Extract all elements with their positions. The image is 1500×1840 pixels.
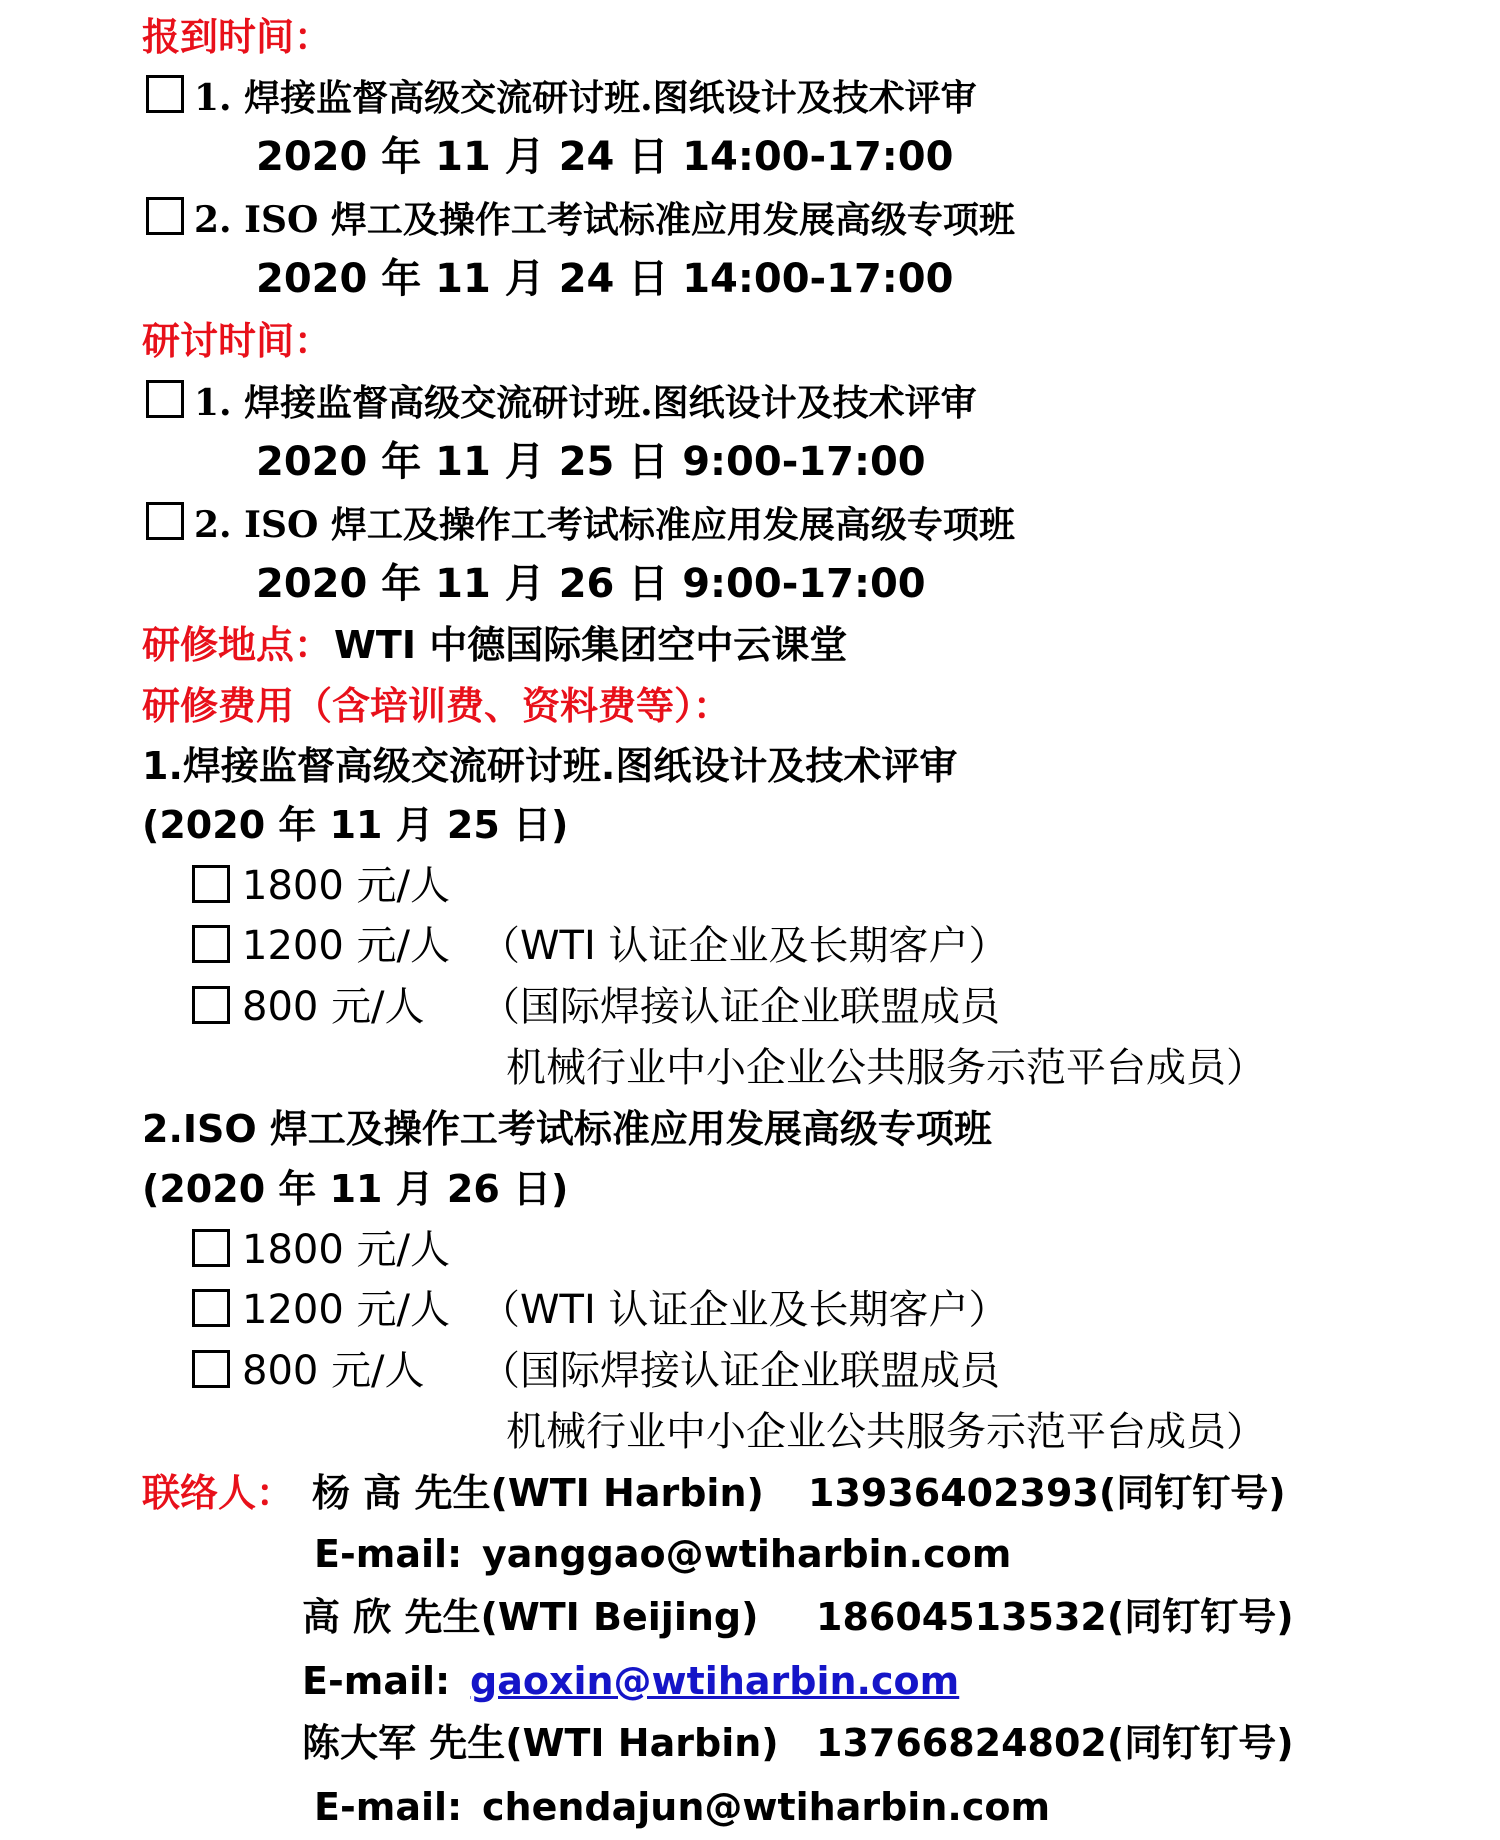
seminar-item-2-checkbox[interactable]	[146, 502, 184, 540]
fee-course-2-option-3-checkbox[interactable]	[192, 1350, 230, 1388]
contact-2-name: 高 欣 先生(WTI Beijing)	[302, 1595, 759, 1639]
contact-3-name: 陈大军 先生(WTI Harbin)	[302, 1721, 779, 1765]
contact-1-name: 杨 高 先生(WTI Harbin)	[312, 1471, 764, 1515]
registration-item-2-checkbox[interactable]	[146, 197, 184, 235]
fee-course-2-title: 2.ISO 焊工及操作工考试标准应用发展高级专项班	[142, 1107, 992, 1151]
fee-course-1-option-2-price: 1200 元/人	[242, 923, 450, 969]
fee-course-1-title: 1.焊接监督高级交流研讨班.图纸设计及技术评审	[142, 744, 958, 788]
seminar-item-1-checkbox[interactable]	[146, 380, 184, 418]
fee-course-1-option-3-note2: 机械行业中小企业公共服务示范平台成员）	[506, 1045, 1266, 1091]
seminar-item-1-label: 1. 焊接监督高级交流研讨班.图纸设计及技术评审	[194, 382, 977, 424]
contact-2-email-label: E-mail:	[302, 1659, 451, 1703]
fee-course-1-option-3-checkbox[interactable]	[192, 986, 230, 1024]
fee-course-2-option-1-price: 1800 元/人	[242, 1227, 450, 1273]
registration-heading: 报到时间：	[142, 15, 333, 59]
fee-course-2-option-3-price: 800 元/人	[242, 1348, 425, 1394]
seminar-item-2-label: 2. ISO 焊工及操作工考试标准应用发展高级专项班	[194, 504, 1015, 546]
contact-1-email: yanggao@wtiharbin.com	[482, 1532, 1012, 1576]
fee-course-2-option-2-note: （WTI 认证企业及长期客户）	[480, 1287, 1009, 1333]
registration-item-2-label: 2. ISO 焊工及操作工考试标准应用发展高级专项班	[194, 199, 1015, 241]
fee-course-2-option-2-checkbox[interactable]	[192, 1289, 230, 1327]
registration-item-2-date: 2020 年 11 月 24 日 14:00-17:00	[256, 256, 954, 302]
contact-3-email: chendajun@wtiharbin.com	[482, 1785, 1051, 1829]
contact-3-phone: 13766824802(同钉钉号)	[816, 1721, 1294, 1765]
contact-1-phone: 13936402393(同钉钉号)	[808, 1471, 1286, 1515]
fee-course-2-option-3-note2: 机械行业中小企业公共服务示范平台成员）	[506, 1409, 1266, 1455]
contact-1-email-label: E-mail:	[314, 1532, 463, 1576]
fees-heading: 研修费用（含培训费、资料费等）：	[142, 684, 732, 728]
contact-2-email-link[interactable]: gaoxin@wtiharbin.com	[470, 1659, 960, 1703]
seminar-item-2-date: 2020 年 11 月 26 日 9:00-17:00	[256, 561, 926, 607]
contact-3-email-label: E-mail:	[314, 1785, 463, 1829]
contacts-heading: 联络人：	[142, 1471, 295, 1515]
fee-course-2-option-3-note: （国际焊接认证企业联盟成员	[480, 1348, 1000, 1394]
fee-course-2-option-2-price: 1200 元/人	[242, 1287, 450, 1333]
fee-course-2-option-1-checkbox[interactable]	[192, 1229, 230, 1267]
fee-course-2-date: (2020 年 11 月 26 日)	[142, 1167, 569, 1211]
fee-course-1-option-2-note: （WTI 认证企业及长期客户）	[480, 923, 1009, 969]
registration-item-1-date: 2020 年 11 月 24 日 14:00-17:00	[256, 134, 954, 180]
registration-item-1-label: 1. 焊接监督高级交流研讨班.图纸设计及技术评审	[194, 77, 977, 119]
fee-course-1-option-1-checkbox[interactable]	[192, 865, 230, 903]
contact-2-phone: 18604513532(同钉钉号)	[816, 1595, 1294, 1639]
location-value: WTI 中德国际集团空中云课堂	[334, 623, 848, 667]
fee-course-1-option-2-checkbox[interactable]	[192, 925, 230, 963]
seminar-heading: 研讨时间：	[142, 319, 333, 363]
location-heading: 研修地点：	[142, 623, 333, 667]
registration-item-1-checkbox[interactable]	[146, 75, 184, 113]
fee-course-1-option-3-note: （国际焊接认证企业联盟成员	[480, 984, 1000, 1030]
fee-course-1-option-1-price: 1800 元/人	[242, 863, 450, 909]
fee-course-1-option-3-price: 800 元/人	[242, 984, 425, 1030]
seminar-item-1-date: 2020 年 11 月 25 日 9:00-17:00	[256, 439, 926, 485]
fee-course-1-date: (2020 年 11 月 25 日)	[142, 803, 569, 847]
